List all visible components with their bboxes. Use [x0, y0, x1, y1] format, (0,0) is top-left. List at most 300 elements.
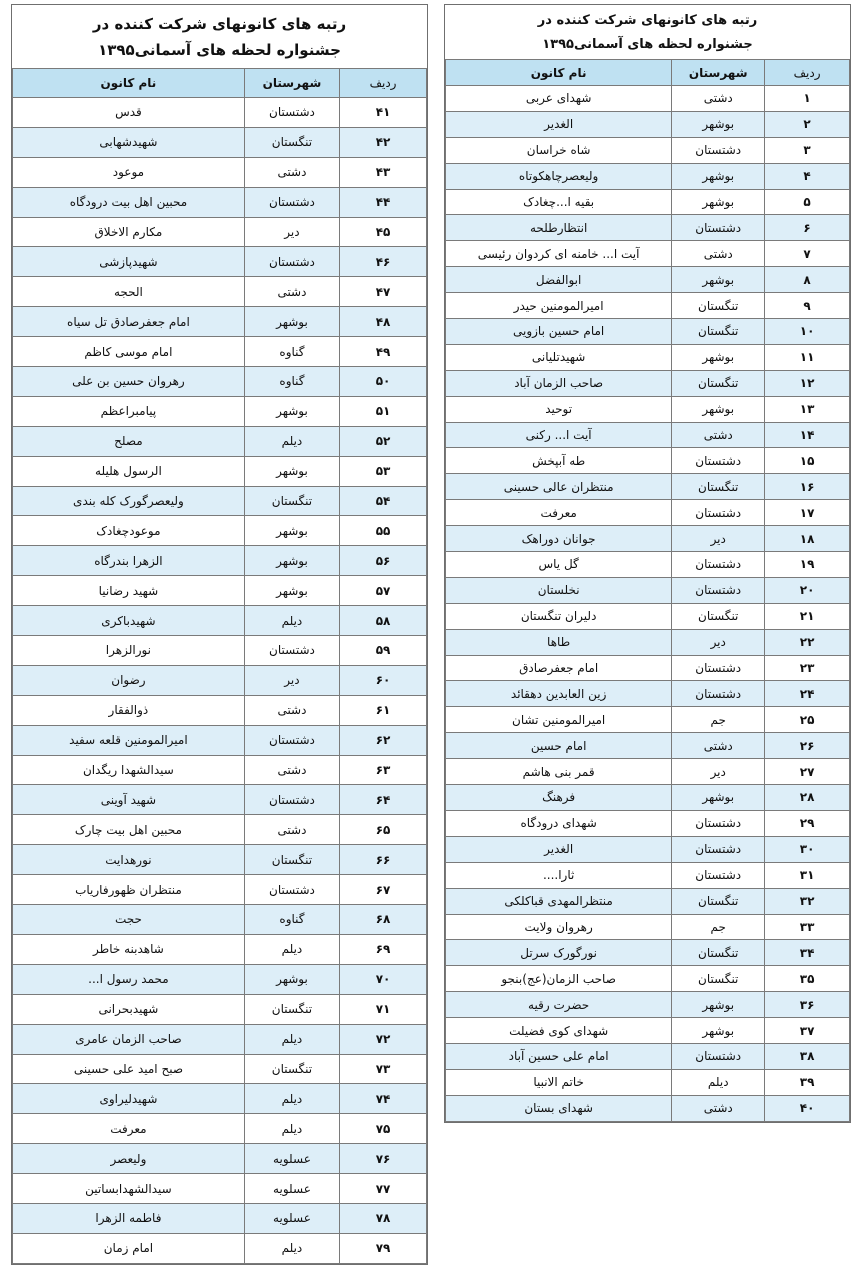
rank-cell: ۶۴: [340, 785, 427, 815]
center-name-cell: الزهرا بندرگاه: [13, 546, 245, 576]
center-name-cell: صبح امید علی حسینی: [13, 1054, 245, 1084]
rank-cell: ۱۸: [765, 526, 850, 552]
city-cell: دشتستان: [672, 655, 765, 681]
table-row: [13, 606, 427, 636]
city-cell: دشتی: [244, 695, 339, 725]
table-row: [446, 396, 850, 422]
center-name-cell: آیت ا... خامنه ای کردوان رئیسی: [446, 241, 672, 267]
table-row: [13, 755, 427, 785]
city-cell: بوشهر: [672, 344, 765, 370]
rank-cell: ۶۲: [340, 725, 427, 755]
center-name-cell: ثارا....: [446, 862, 672, 888]
center-name-cell: الحجه: [13, 277, 245, 307]
rank-cell: ۲۳: [765, 655, 850, 681]
rank-cell: ۷۰: [340, 964, 427, 994]
rank-cell: ۳۱: [765, 862, 850, 888]
table-row: [446, 474, 850, 500]
center-name-cell: امام زمان: [13, 1233, 245, 1263]
rank-cell: ۵۷: [340, 576, 427, 606]
city-cell: بوشهر: [244, 396, 339, 426]
rank-cell: ۵۲: [340, 426, 427, 456]
table-row: [13, 277, 427, 307]
city-cell: دشتستان: [672, 810, 765, 836]
center-name-cell: انتظارطلحه: [446, 215, 672, 241]
rank-cell: ۶۰: [340, 665, 427, 695]
table-row: [13, 1203, 427, 1233]
table-row: [446, 241, 850, 267]
center-name-cell: ولیعصرگورک کله بندی: [13, 486, 245, 516]
table-row: [13, 1174, 427, 1204]
city-cell: بوشهر: [244, 456, 339, 486]
city-cell: دشتستان: [672, 681, 765, 707]
city-cell: دشتی: [244, 277, 339, 307]
table-row: [13, 695, 427, 725]
table-row: [13, 665, 427, 695]
table-row: [446, 1069, 850, 1095]
rank-cell: ۳۸: [765, 1043, 850, 1069]
table-row: [13, 1114, 427, 1144]
city-cell: بوشهر: [672, 785, 765, 811]
table-row: [13, 516, 427, 546]
city-cell: دشتستان: [244, 636, 339, 666]
center-name-cell: شهدای عربی: [446, 86, 672, 112]
city-cell: دشتستان: [672, 448, 765, 474]
city-cell: دیلم: [672, 1069, 765, 1095]
title-line-2: جشنواره لحظه های آسمانی۱۳۹۵: [98, 41, 341, 59]
table-row: [446, 500, 850, 526]
city-cell: بوشهر: [672, 267, 765, 293]
rank-cell: ۲۵: [765, 707, 850, 733]
rank-cell: ۴۶: [340, 247, 427, 277]
center-name-cell: ولیعصر: [13, 1144, 245, 1174]
center-name-cell: شهید آوینی: [13, 785, 245, 815]
table-row: [13, 546, 427, 576]
city-cell: دشتی: [672, 1095, 765, 1121]
center-name-cell: شهدای بستان: [446, 1095, 672, 1121]
center-name-cell: ولیعصرچاهکوتاه: [446, 163, 672, 189]
city-cell: تنگستان: [672, 319, 765, 345]
center-name-cell: امام جعفرصادق تل سیاه: [13, 307, 245, 337]
table-row: [446, 836, 850, 862]
city-cell: جم: [672, 914, 765, 940]
table-row: [446, 319, 850, 345]
center-name-cell: امام جعفرصادق: [446, 655, 672, 681]
center-name-cell: مصلح: [13, 426, 245, 456]
center-name-cell: شهیدپازشی: [13, 247, 245, 277]
city-cell: تنگستان: [244, 994, 339, 1024]
center-name-cell: توحید: [446, 396, 672, 422]
center-name-cell: نورگورک سرتل: [446, 940, 672, 966]
city-cell: بوشهر: [672, 163, 765, 189]
table-row: [446, 810, 850, 836]
table-row: [13, 396, 427, 426]
table-row: [13, 98, 427, 128]
center-name-cell: امیرالمومنین حیدر: [446, 293, 672, 319]
table-row: [13, 785, 427, 815]
header-center: نام کانون: [446, 60, 672, 86]
center-name-cell: معرفت: [446, 500, 672, 526]
rank-cell: ۱۰: [765, 319, 850, 345]
ranking-table: [445, 59, 850, 1122]
city-cell: بوشهر: [672, 189, 765, 215]
table-row: [13, 367, 427, 397]
table-row: [13, 934, 427, 964]
rank-cell: ۷۹: [340, 1233, 427, 1263]
city-cell: دشتی: [244, 755, 339, 785]
rank-cell: ۳۶: [765, 992, 850, 1018]
table-row: [446, 422, 850, 448]
center-name-cell: امام موسی کاظم: [13, 337, 245, 367]
center-name-cell: نخلستان: [446, 577, 672, 603]
table-row: [446, 914, 850, 940]
rank-cell: ۲: [765, 111, 850, 137]
rank-cell: ۳۴: [765, 940, 850, 966]
city-cell: بوشهر: [244, 516, 339, 546]
center-name-cell: امیرالمومنین تشان: [446, 707, 672, 733]
center-name-cell: خاتم الانبیا: [446, 1069, 672, 1095]
city-cell: گناوه: [244, 337, 339, 367]
rank-cell: ۴۰: [765, 1095, 850, 1121]
table-row: [13, 964, 427, 994]
rank-cell: ۸: [765, 267, 850, 293]
city-cell: دیلم: [244, 1084, 339, 1114]
table-title: [445, 5, 850, 59]
rank-cell: ۱۲: [765, 370, 850, 396]
center-name-cell: جوانان دوراهک: [446, 526, 672, 552]
city-cell: تنگستان: [672, 474, 765, 500]
table-row: [446, 733, 850, 759]
rank-cell: ۷۴: [340, 1084, 427, 1114]
city-cell: عسلویه: [244, 1174, 339, 1204]
center-name-cell: قدس: [13, 98, 245, 128]
city-cell: دشتی: [672, 241, 765, 267]
table-row: [446, 940, 850, 966]
rank-cell: ۶۸: [340, 905, 427, 935]
header-rank: ردیف: [340, 69, 427, 98]
title-line-2: جشنواره لحظه های آسمانی۱۳۹۵: [542, 37, 753, 52]
rank-cell: ۶۳: [340, 755, 427, 785]
rank-cell: ۱: [765, 86, 850, 112]
ranking-table-right: [444, 4, 851, 1123]
city-cell: دیر: [672, 526, 765, 552]
table-row: [13, 486, 427, 516]
table-row: [446, 137, 850, 163]
center-name-cell: سیدالشهدا ریگدان: [13, 755, 245, 785]
rank-cell: ۹: [765, 293, 850, 319]
title-line-1: رتبه های کانونهای شرکت کننده در: [92, 15, 347, 33]
table-row: [13, 217, 427, 247]
table-row: [13, 1084, 427, 1114]
center-name-cell: امیرالمومنین قلعه سفید: [13, 725, 245, 755]
city-cell: دیر: [244, 665, 339, 695]
table-row: [446, 966, 850, 992]
table-row: [446, 344, 850, 370]
table-row: [13, 1054, 427, 1084]
table-row: [13, 456, 427, 486]
city-cell: عسلویه: [244, 1144, 339, 1174]
city-cell: دشتی: [244, 157, 339, 187]
rank-cell: ۳۷: [765, 1018, 850, 1044]
header-city: شهرستان: [672, 60, 765, 86]
city-cell: دیلم: [244, 426, 339, 456]
rank-cell: ۵۵: [340, 516, 427, 546]
city-cell: دیلم: [244, 606, 339, 636]
rank-cell: ۵۰: [340, 367, 427, 397]
city-cell: دشتستان: [672, 862, 765, 888]
table-row: [13, 725, 427, 755]
center-name-cell: نورهدایت: [13, 845, 245, 875]
city-cell: دیر: [244, 217, 339, 247]
rank-cell: ۳۹: [765, 1069, 850, 1095]
center-name-cell: آیت ا... رکنی: [446, 422, 672, 448]
center-name-cell: شهیدتلیانی: [446, 344, 672, 370]
city-cell: گناوه: [244, 905, 339, 935]
rank-cell: ۱۱: [765, 344, 850, 370]
rank-cell: ۱۶: [765, 474, 850, 500]
table-row: [446, 111, 850, 137]
center-name-cell: الغدیر: [446, 111, 672, 137]
center-name-cell: بقیه ا...چغادک: [446, 189, 672, 215]
city-cell: بوشهر: [672, 1018, 765, 1044]
rank-cell: ۵۴: [340, 486, 427, 516]
rank-cell: ۶۷: [340, 875, 427, 905]
rank-cell: ۴۴: [340, 187, 427, 217]
rank-cell: ۷۵: [340, 1114, 427, 1144]
center-name-cell: شاهدبنه خاطر: [13, 934, 245, 964]
rank-cell: ۴: [765, 163, 850, 189]
city-cell: دشتستان: [244, 247, 339, 277]
rank-cell: ۵۶: [340, 546, 427, 576]
table-row: [13, 845, 427, 875]
city-cell: بوشهر: [244, 964, 339, 994]
rank-cell: ۷۳: [340, 1054, 427, 1084]
city-cell: دشتستان: [672, 1043, 765, 1069]
center-name-cell: شهید رضانیا: [13, 576, 245, 606]
center-name-cell: طه آبپخش: [446, 448, 672, 474]
table-row: [446, 1095, 850, 1121]
table-row: [446, 267, 850, 293]
table-row: [13, 337, 427, 367]
table-row: [446, 189, 850, 215]
table-row: [446, 526, 850, 552]
rank-cell: ۳۵: [765, 966, 850, 992]
city-cell: دیلم: [244, 1024, 339, 1054]
table-row: [446, 681, 850, 707]
rank-cell: ۷۸: [340, 1203, 427, 1233]
table-row: [446, 888, 850, 914]
center-name-cell: محبین اهل بیت درودگاه: [13, 187, 245, 217]
rank-cell: ۷۶: [340, 1144, 427, 1174]
city-cell: دشتستان: [244, 187, 339, 217]
city-cell: تنگستان: [244, 1054, 339, 1084]
table-row: [446, 86, 850, 112]
city-cell: دشتی: [672, 422, 765, 448]
table-row: [446, 163, 850, 189]
table-row: [13, 1024, 427, 1054]
center-name-cell: فرهنگ: [446, 785, 672, 811]
table-row: [13, 127, 427, 157]
table-row: [446, 448, 850, 474]
rank-cell: ۴۸: [340, 307, 427, 337]
center-name-cell: شهیدلیراوی: [13, 1084, 245, 1114]
city-cell: عسلویه: [244, 1203, 339, 1233]
city-cell: تنگستان: [672, 940, 765, 966]
center-name-cell: شهدای کوی فضیلت: [446, 1018, 672, 1044]
city-cell: تنگستان: [244, 486, 339, 516]
city-cell: دشتستان: [244, 785, 339, 815]
center-name-cell: منتظران عالی حسینی: [446, 474, 672, 500]
rank-cell: ۲۸: [765, 785, 850, 811]
city-cell: دشتستان: [244, 875, 339, 905]
table-row: [13, 576, 427, 606]
rank-cell: ۷۲: [340, 1024, 427, 1054]
city-cell: گناوه: [244, 367, 339, 397]
city-cell: تنگستان: [672, 293, 765, 319]
table-row: [446, 785, 850, 811]
city-cell: دشتی: [672, 86, 765, 112]
header-city: شهرستان: [244, 69, 339, 98]
rank-cell: ۴۹: [340, 337, 427, 367]
city-cell: تنگستان: [672, 603, 765, 629]
city-cell: دیلم: [244, 1114, 339, 1144]
center-name-cell: منتظرالمهدی قباکلکی: [446, 888, 672, 914]
city-cell: دشتستان: [672, 577, 765, 603]
center-name-cell: محمد رسول ا...: [13, 964, 245, 994]
table-row: [446, 370, 850, 396]
city-cell: دیر: [672, 629, 765, 655]
table-title: [12, 5, 427, 68]
table-row: [446, 707, 850, 733]
table-row: [446, 577, 850, 603]
table-row: [446, 552, 850, 578]
rank-cell: ۴۲: [340, 127, 427, 157]
center-name-cell: منتظران ظهورفاریاب: [13, 875, 245, 905]
table-row: [13, 307, 427, 337]
center-name-cell: پیامبراعظم: [13, 396, 245, 426]
ranking-table-left: [11, 4, 428, 1265]
city-cell: بوشهر: [672, 992, 765, 1018]
rank-cell: ۵۱: [340, 396, 427, 426]
table-row: [13, 905, 427, 935]
rank-cell: ۲۰: [765, 577, 850, 603]
center-name-cell: امام حسین بازویی: [446, 319, 672, 345]
city-cell: بوشهر: [672, 111, 765, 137]
city-cell: دشتی: [672, 733, 765, 759]
center-name-cell: زین العابدین دهقائد: [446, 681, 672, 707]
rank-cell: ۵۳: [340, 456, 427, 486]
rank-cell: ۷۷: [340, 1174, 427, 1204]
header-center: نام کانون: [13, 69, 245, 98]
city-cell: دشتستان: [672, 500, 765, 526]
rank-cell: ۷۱: [340, 994, 427, 1024]
rank-cell: ۳: [765, 137, 850, 163]
center-name-cell: حضرت رقیه: [446, 992, 672, 1018]
rank-cell: ۳۰: [765, 836, 850, 862]
rank-cell: ۶۵: [340, 815, 427, 845]
rank-cell: ۴۵: [340, 217, 427, 247]
table-row: [13, 187, 427, 217]
center-name-cell: شهیدباکری: [13, 606, 245, 636]
rank-cell: ۲۱: [765, 603, 850, 629]
city-cell: دشتستان: [672, 215, 765, 241]
title-line-1: رتبه های کانونهای شرکت کننده در: [537, 13, 758, 28]
center-name-cell: صاحب الزمان عامری: [13, 1024, 245, 1054]
table-row: [13, 157, 427, 187]
rank-cell: ۲۲: [765, 629, 850, 655]
center-name-cell: الغدیر: [446, 836, 672, 862]
rank-cell: ۱۷: [765, 500, 850, 526]
center-name-cell: رضوان: [13, 665, 245, 695]
city-cell: تنگستان: [672, 370, 765, 396]
city-cell: دشتستان: [672, 137, 765, 163]
rank-cell: ۲۹: [765, 810, 850, 836]
city-cell: دشتستان: [244, 98, 339, 128]
rank-cell: ۵۸: [340, 606, 427, 636]
center-name-cell: سیدالشهدابساتین: [13, 1174, 245, 1204]
city-cell: بوشهر: [244, 546, 339, 576]
rank-cell: ۵۹: [340, 636, 427, 666]
rank-cell: ۱۴: [765, 422, 850, 448]
header-rank: ردیف: [765, 60, 850, 86]
rank-cell: ۲۷: [765, 759, 850, 785]
city-cell: دیر: [672, 759, 765, 785]
city-cell: تنگستان: [672, 888, 765, 914]
city-cell: دشتستان: [244, 725, 339, 755]
center-name-cell: مکارم الاخلاق: [13, 217, 245, 247]
table-row: [13, 1233, 427, 1263]
rank-cell: ۶۹: [340, 934, 427, 964]
rank-cell: ۷: [765, 241, 850, 267]
center-name-cell: شاه خراسان: [446, 137, 672, 163]
center-name-cell: حجت: [13, 905, 245, 935]
center-name-cell: شهیدبحرانی: [13, 994, 245, 1024]
center-name-cell: قمر بنی هاشم: [446, 759, 672, 785]
table-row: [446, 629, 850, 655]
rank-cell: ۱۵: [765, 448, 850, 474]
center-name-cell: رهروان حسین بن علی: [13, 367, 245, 397]
city-cell: دشتی: [244, 815, 339, 845]
center-name-cell: معرفت: [13, 1114, 245, 1144]
rank-cell: ۴۱: [340, 98, 427, 128]
table-row: [13, 815, 427, 845]
table-row: [13, 247, 427, 277]
center-name-cell: امام علی حسین آباد: [446, 1043, 672, 1069]
center-name-cell: صاحب الزمان آباد: [446, 370, 672, 396]
rank-cell: ۶۶: [340, 845, 427, 875]
table-row: [446, 215, 850, 241]
rank-cell: ۱۹: [765, 552, 850, 578]
city-cell: دشتستان: [672, 836, 765, 862]
table-row: [13, 994, 427, 1024]
city-cell: دشتستان: [672, 552, 765, 578]
rank-cell: ۴۷: [340, 277, 427, 307]
city-cell: بوشهر: [244, 576, 339, 606]
table-row: [446, 603, 850, 629]
table-row: [446, 862, 850, 888]
center-name-cell: شهیدشهابی: [13, 127, 245, 157]
rank-cell: ۱۳: [765, 396, 850, 422]
table-row: [13, 1144, 427, 1174]
center-name-cell: محبین اهل بیت چارک: [13, 815, 245, 845]
table-row: [446, 293, 850, 319]
center-name-cell: امام حسین: [446, 733, 672, 759]
table-row: [446, 759, 850, 785]
rank-cell: ۲۴: [765, 681, 850, 707]
rank-cell: ۳۲: [765, 888, 850, 914]
rank-cell: ۴۳: [340, 157, 427, 187]
rank-cell: ۲۶: [765, 733, 850, 759]
city-cell: بوشهر: [672, 396, 765, 422]
